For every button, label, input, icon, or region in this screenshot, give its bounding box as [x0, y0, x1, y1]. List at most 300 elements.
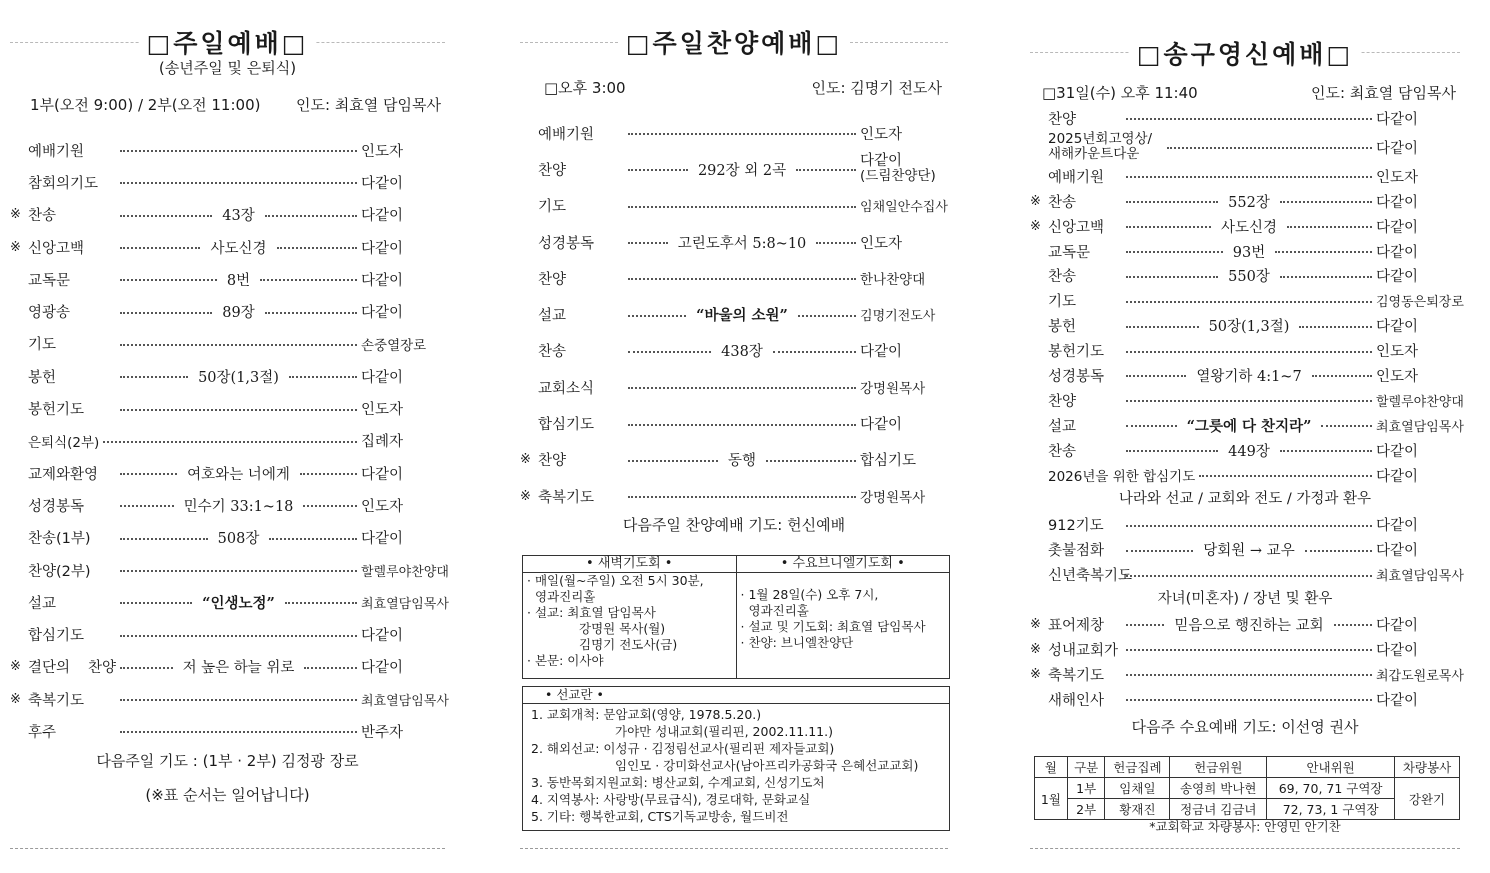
dot-leader [1126, 674, 1372, 676]
dot-leader [1321, 425, 1372, 427]
item-person: 다같이 [1376, 468, 1419, 485]
item-name: 2026년을 위한 합심기도 [1048, 469, 1196, 486]
item-name: 2025년회고영상/새해카운트다운 [1048, 131, 1153, 163]
item-name: 표어제창 [1048, 617, 1105, 634]
item-name: 봉헌기도 [1048, 344, 1105, 361]
item-person: 다같이 [1376, 111, 1419, 128]
column-header: 구분 [1067, 757, 1105, 778]
standing-mark: ※ [1030, 666, 1041, 682]
item-name: 교회소식 [538, 380, 595, 397]
item-person: 다같이 [361, 175, 404, 192]
praise-worship-column [520, 0, 948, 873]
order-item [1030, 338, 1460, 363]
dot-leader [1126, 624, 1164, 626]
dot-leader [1299, 326, 1372, 328]
item-person: 다같이 [1376, 443, 1419, 460]
order-item [520, 115, 948, 151]
item-person: 한나찬양대 [860, 272, 926, 289]
standing-note: (※표 순서는 일어납니다) [145, 786, 310, 804]
dot-leader [1126, 251, 1223, 253]
dot-leader [1126, 351, 1372, 353]
item-detail: 사도신경 [1220, 219, 1278, 236]
prayer-topics: 자녀(미혼자) / 장년 및 환우 [1157, 591, 1333, 608]
order-item [10, 166, 445, 198]
order-item [10, 715, 445, 747]
item-detail: 50장(1,3절) [198, 369, 279, 386]
dawn-prayer-list [523, 573, 736, 669]
dot-leader [300, 473, 357, 475]
standing-mark: ※ [520, 488, 531, 504]
item-name: 찬양 [538, 271, 567, 288]
item-detail: “바울의 소원” [696, 307, 788, 325]
table-cell: 72, 73, 1 구역장 [1267, 799, 1395, 820]
item-person: 다같이 [361, 272, 404, 289]
dot-leader [628, 387, 856, 389]
item-person: 합심기도 [860, 453, 917, 470]
prayer-topics: 나라와 선교 / 교회와 전도 / 가정과 환우 [1118, 491, 1372, 508]
dawn-prayer-title: • 새벽기도회 • [523, 556, 736, 573]
dot-leader [1126, 550, 1193, 552]
item-person: 인도자 [860, 126, 903, 143]
sunday-worship-column [10, 0, 449, 873]
order-item [10, 295, 445, 327]
item-name: 교제와환영 [28, 466, 99, 483]
dot-leader [260, 279, 357, 281]
item-name: 찬송 [1048, 269, 1077, 286]
item-name: 합심기도 [28, 628, 85, 645]
list-item: 강명원 목사(월) [579, 621, 666, 636]
item-person: 다같이 [361, 466, 404, 483]
dot-leader [1305, 550, 1372, 552]
item-name: 예배기원 [538, 126, 595, 143]
dot-leader [120, 376, 188, 378]
item-person: 강명원목사 [860, 490, 926, 507]
order-item [10, 683, 449, 715]
item-person: 최효열담임목사 [1376, 569, 1464, 585]
wednesday-prayer-list [737, 587, 950, 651]
order-item [1030, 106, 1460, 131]
dot-leader [120, 247, 200, 249]
order-item [520, 333, 948, 369]
item-person [860, 154, 948, 184]
mission-title: • 선교란 • [523, 687, 949, 704]
order-item [1030, 512, 1460, 537]
table-cell: 임채일 [1105, 778, 1170, 799]
item-name: 신앙고백 [28, 240, 85, 257]
list-item: 영과진리홀 [535, 589, 596, 604]
item-name: 성내교회가 [1048, 642, 1119, 659]
item-detail: “인생노정” [202, 594, 275, 612]
table-cell: 황재진 [1105, 799, 1170, 820]
dot-leader [1199, 475, 1372, 477]
item-name: 예배기원 [28, 143, 85, 160]
prayer-meetings-box [522, 555, 950, 679]
item-person: 손중열장로 [361, 337, 427, 354]
order-item [520, 442, 948, 478]
order-item [520, 369, 948, 405]
item-detail: 믿음으로 행진하는 교회 [1174, 617, 1324, 634]
dot-leader [120, 731, 357, 733]
item-name: 축복기도 [28, 692, 85, 709]
service-leader: 인도: 최효열 담임목사 [295, 96, 441, 114]
dot-leader [120, 150, 357, 152]
order-item [520, 478, 948, 514]
mission-item: 2. 해외선교: 이성규 · 김정림선교사(필리핀 제자들교회) [531, 741, 835, 756]
item-person: 다같이 [1376, 194, 1419, 211]
column-header: 안내위원 [1267, 757, 1395, 778]
dot-leader [120, 215, 212, 217]
standing-mark: ※ [10, 691, 21, 707]
order-item [1030, 687, 1460, 712]
dot-leader [120, 473, 177, 475]
item-person: 다같이 [1376, 692, 1419, 709]
order-item [520, 405, 948, 441]
item-name: 교독문 [28, 272, 71, 289]
item-name: 촛불점화 [1048, 543, 1105, 560]
dot-leader [120, 505, 174, 507]
order-item [10, 328, 445, 360]
order-item [10, 425, 445, 457]
dot-leader [1126, 226, 1211, 228]
table-cell: 69, 70, 71 구역장 [1267, 778, 1395, 799]
item-name: 은퇴식(2부) [28, 434, 100, 451]
item-detail: 당회원 → 교우 [1203, 543, 1295, 560]
section-subtitle: (송년주일 및 은퇴식) [158, 59, 297, 77]
list-item: 김명기 전도사(금) [579, 637, 678, 652]
dot-leader [1334, 624, 1372, 626]
list-item: · 매일(월~주일) 오전 5시 30분, [527, 573, 736, 589]
dot-leader [1126, 326, 1199, 328]
item-detail: 고린도후서 5:8~10 [677, 235, 807, 252]
item-detail: 449장 [1228, 443, 1270, 460]
section-title: □주일예배□ [10, 24, 445, 60]
order-item [10, 554, 449, 586]
mission-item: 5. 기타: 행복한교회, CTS기독교방송, 월드비전 [531, 809, 789, 824]
next-prayer: 다음주일 기도 : (1부 · 2부) 김정광 장로 [96, 752, 359, 770]
item-person: 최효열담임목사 [361, 693, 449, 709]
table-header [1035, 757, 1460, 778]
dot-leader [1126, 575, 1372, 577]
item-person: 최효열담임목사 [361, 596, 449, 612]
item-name: 성경봉독 [28, 498, 85, 515]
dot-leader [1126, 118, 1372, 120]
item-name: 찬송 [28, 208, 57, 225]
service-time: 1부(오전 9:00) / 2부(오전 11:00) [30, 96, 261, 114]
dot-leader [120, 312, 212, 314]
service-leader: 인도: 최효열 담임목사 [1310, 84, 1456, 102]
item-detail: 550장 [1228, 269, 1270, 286]
order-item [10, 489, 445, 521]
dot-leader [120, 538, 208, 540]
item-detail: 동행 [728, 453, 757, 470]
column-header: 월 [1035, 757, 1068, 778]
dot-leader [628, 242, 668, 244]
mission-item: 4. 지역봉사: 사랑방(무료급식), 경로대학, 문화교실 [531, 792, 811, 807]
dot-leader [798, 315, 856, 317]
item-detail: 89장 [222, 305, 255, 322]
standing-mark: ※ [10, 659, 21, 675]
dot-leader [628, 278, 856, 280]
order-item [10, 586, 449, 618]
dot-leader [766, 460, 856, 462]
item-name: 축복기도 [1048, 667, 1105, 684]
next-prayer: 다음주일 찬양예배 기도: 헌신예배 [622, 516, 846, 534]
item-person: 최갑도원로목사 [1376, 668, 1464, 684]
item-person: 인도자 [361, 498, 404, 515]
dot-leader [1126, 425, 1177, 427]
month-cell: 1월 [1035, 778, 1068, 820]
item-person-main: 다같이 [860, 153, 903, 170]
dot-leader [628, 460, 718, 462]
dot-leader [628, 424, 856, 426]
order-list [1030, 106, 1464, 711]
wednesday-prayer-title: • 수요브니엘기도회 • [737, 556, 950, 573]
item-person: 할렐루야찬양대 [361, 564, 449, 580]
order-item [10, 392, 445, 424]
item-name: 찬양 [538, 453, 567, 470]
order-item [1030, 637, 1460, 662]
dot-leader [120, 409, 357, 411]
mission-item: 1. 교회개척: 문암교회(영양, 1978.5.20.) [531, 707, 762, 722]
item-person: 김영동은퇴장로 [1376, 295, 1464, 311]
order-item [10, 522, 445, 554]
table-cell: 2부 [1067, 799, 1105, 820]
item-person: 다같이 [1376, 617, 1419, 634]
dot-leader [1280, 276, 1372, 278]
order-item [10, 231, 445, 263]
item-person: 다같이 [361, 305, 404, 322]
item-name: 기도 [28, 337, 57, 354]
item-name: 찬송 [1048, 194, 1077, 211]
table-cell: 정금녀 김금녀 [1170, 799, 1267, 820]
item-person: 다같이 [1376, 518, 1419, 535]
dot-leader [1126, 301, 1372, 303]
order-item [1030, 438, 1460, 463]
item-detail: 508장 [217, 531, 260, 548]
dot-leader [265, 312, 357, 314]
dot-leader [628, 206, 856, 208]
item-name: 봉헌 [28, 369, 57, 386]
dot-leader [628, 169, 688, 171]
item-person: 다같이 [1376, 543, 1419, 560]
item-person: 다같이 [361, 660, 404, 677]
dot-leader [120, 279, 217, 281]
order-item [1030, 263, 1460, 288]
item-detail: 열왕기하 4:1~7 [1196, 368, 1302, 385]
item-detail: 552장 [1228, 194, 1270, 211]
column-header: 헌금위원 [1170, 757, 1267, 778]
section-title: □주일찬양예배□ [520, 24, 948, 60]
section-title: □송구영신예배□ [1030, 35, 1460, 71]
item-detail: 50장(1,3절) [1208, 319, 1290, 336]
item-name: 합심기도 [538, 417, 595, 434]
mission-item: 임인모 · 강미화선교사(남아프리카공화국 은혜선교교회) [615, 758, 919, 773]
item-name: 새해인사 [1048, 692, 1105, 709]
item-detail: 438장 [721, 344, 763, 361]
list-item: · 설교: 최효열 담임목사 [527, 605, 736, 621]
order-item [10, 199, 445, 231]
order-list [10, 134, 449, 748]
divider [520, 848, 948, 849]
list-item: · 설교 및 기도회: 최효열 담임목사 [741, 619, 950, 635]
item-person: 김명기전도사 [860, 309, 936, 325]
mission-item: 가야만 성내교회(필리핀, 2002.11.11.) [615, 724, 833, 739]
item-name: 찬송(1부) [28, 531, 91, 548]
order-item [1030, 164, 1460, 189]
list-item: 영과진리홀 [748, 603, 809, 618]
item-person: 다같이 [1376, 642, 1419, 659]
item-person: 다같이 [1376, 219, 1419, 236]
order-item [1030, 313, 1460, 338]
dot-leader [1126, 375, 1186, 377]
item-person: 다같이 [860, 344, 903, 361]
dot-leader [277, 247, 357, 249]
item-person: 다같이 [361, 531, 404, 548]
item-person: 강명원목사 [860, 381, 926, 398]
item-name: 찬양 [1048, 393, 1077, 410]
item-name: 후주 [28, 724, 57, 741]
dot-leader [1126, 699, 1372, 701]
order-item [520, 296, 948, 332]
dawn-prayer [523, 556, 736, 678]
driver-cell: 강완기 [1395, 778, 1460, 820]
dot-leader [1287, 226, 1372, 228]
item-name: 봉헌기도 [28, 402, 85, 419]
item-name: 참회의기도 [28, 175, 99, 192]
standing-mark: ※ [10, 239, 21, 255]
order-item [1030, 189, 1460, 214]
table-cell: 송영희 박나현 [1170, 778, 1267, 799]
item-person: 다같이 [361, 369, 404, 386]
item-detail: 93번 [1232, 244, 1266, 261]
item-person: 다같이 [1376, 269, 1419, 286]
order-item [1030, 463, 1460, 488]
list-item: · 찬양: 브니엘찬양단 [741, 635, 950, 651]
order-item [1030, 537, 1460, 562]
standing-mark: ※ [1030, 641, 1041, 657]
dot-leader [628, 351, 711, 353]
dot-leader [303, 505, 357, 507]
item-person: 인도자 [1376, 368, 1419, 385]
list-item: · 본문: 이사야 [527, 653, 736, 669]
dot-leader [120, 699, 357, 701]
order-item [1030, 413, 1464, 438]
order-item [520, 151, 948, 187]
item-person: 다같이 [1376, 140, 1419, 157]
standing-mark: ※ [10, 207, 21, 223]
item-name: 결단의 찬양 [28, 660, 116, 677]
order-item [520, 260, 948, 296]
volunteer-table [1034, 756, 1460, 820]
item-person: 인도자 [1376, 344, 1419, 361]
dot-leader [1126, 525, 1372, 527]
item-name: 912기도 [1048, 518, 1104, 535]
item-name: 성경봉독 [1048, 368, 1105, 385]
column-header: 차량봉사 [1395, 757, 1460, 778]
order-item [1030, 662, 1464, 687]
item-person: 다같이 [361, 628, 404, 645]
item-person: 다같이 [361, 240, 404, 257]
order-item [1030, 131, 1460, 164]
mission-item: 3. 동반목회지원교회: 병산교회, 수계교회, 신성기도처 [531, 775, 825, 790]
dot-leader [628, 133, 856, 135]
dot-leader [1126, 276, 1218, 278]
item-name: 영광송 [28, 305, 71, 322]
dot-leader [1126, 649, 1372, 651]
item-name: 찬양(2부) [28, 563, 91, 580]
service-leader: 인도: 김명기 전도사 [811, 79, 942, 97]
dot-leader [1126, 400, 1372, 402]
order-item [1030, 288, 1464, 313]
dot-leader [1312, 375, 1372, 377]
list-item: · 1월 28일(수) 오후 7시, [741, 587, 950, 603]
next-prayer: 다음주 수요예배 기도: 이선영 권사 [1131, 718, 1359, 736]
item-name: 설교 [538, 308, 567, 325]
order-item [10, 651, 445, 683]
dot-leader [265, 215, 357, 217]
item-detail: “그릇에 다 찬지라” [1186, 417, 1312, 435]
item-detail: 43장 [222, 208, 255, 225]
dot-leader [120, 570, 357, 572]
item-detail: 8번 [226, 272, 251, 289]
item-person: 다같이 [1376, 244, 1419, 261]
item-person: 인도자 [361, 402, 404, 419]
dot-leader [120, 344, 357, 346]
item-person: 최효열담임목사 [1376, 419, 1464, 435]
dot-leader [1280, 450, 1372, 452]
dot-leader [285, 602, 357, 604]
item-person: 반주자 [361, 724, 404, 741]
order-item [10, 360, 445, 392]
dot-leader [628, 315, 686, 317]
table-row [1035, 778, 1460, 799]
item-name: 찬양 [538, 162, 567, 179]
item-name: 찬송 [1048, 443, 1077, 460]
dot-leader [628, 496, 856, 498]
item-detail: 민수기 33:1~18 [183, 498, 294, 515]
dot-leader [269, 538, 357, 540]
dot-leader [1126, 176, 1372, 178]
standing-mark: ※ [520, 452, 531, 468]
item-detail: 사도신경 [210, 240, 267, 257]
item-name: 축복기도 [538, 489, 595, 506]
order-item [10, 457, 445, 489]
order-item [1030, 214, 1460, 239]
item-person: 인도자 [1376, 169, 1419, 186]
item-name: 기도 [538, 199, 567, 216]
order-item [10, 263, 445, 295]
dot-leader [1275, 251, 1372, 253]
item-person: 인도자 [361, 143, 404, 160]
standing-mark: ※ [1030, 193, 1041, 209]
item-person: 집례자 [361, 434, 404, 451]
item-name: 기도 [1048, 294, 1077, 311]
standing-mark: ※ [1030, 616, 1041, 632]
divider [1030, 848, 1460, 849]
dot-leader [1126, 201, 1218, 203]
new-year-worship-column [1030, 0, 1464, 873]
item-name: 봉헌 [1048, 319, 1077, 336]
dot-leader [816, 242, 856, 244]
dot-leader [1126, 450, 1218, 452]
item-name: 설교 [1048, 418, 1077, 435]
item-name: 교독문 [1048, 244, 1091, 261]
item-person: 인도자 [860, 235, 903, 252]
order-item [1030, 388, 1464, 413]
service-time: □오후 3:00 [544, 79, 626, 97]
order-item [1030, 562, 1464, 587]
mission-list [523, 704, 949, 825]
